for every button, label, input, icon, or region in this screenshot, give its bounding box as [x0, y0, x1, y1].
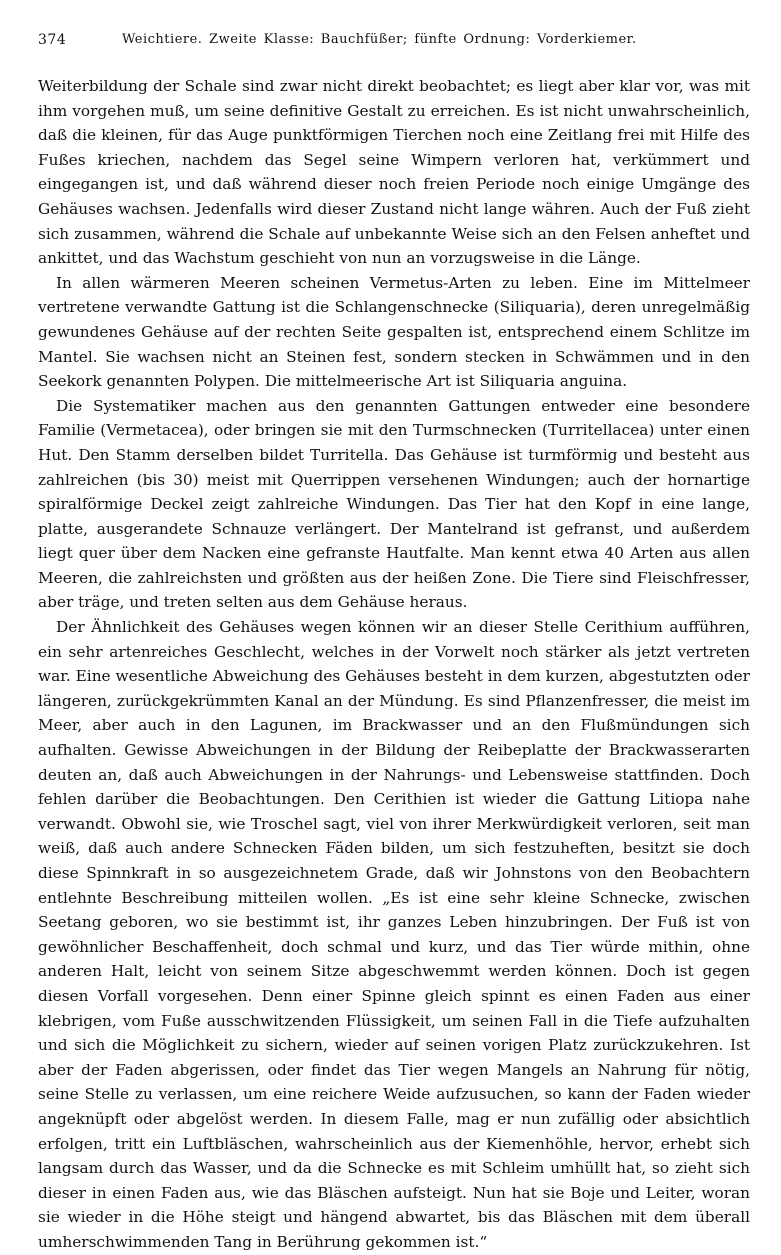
body-text	[38, 74, 750, 1255]
book-page	[38, 30, 750, 1255]
page-number: 374	[38, 32, 67, 48]
paragraph: In allen wärmeren Meeren scheinen Vermetus-Arten zu leben. Eine im Mittelmeer vertretene verwandte Gattung ist die Schlangenschnecke (Siliquaria), deren unregelmäßig gewundenes Gehäuse auf der rechten Seite gespalten ist, entsprechend einem Schlitze im Mantel. Sie wachsen nicht an Steinen fest, sondern stecken in Schwämmen und in den Seekork genannten Polypen. Die mittelmeerische Art ist Siliquaria anguina.	[38, 273, 750, 391]
page-header	[38, 30, 750, 54]
running-head: Weichtiere. Zweite Klasse: Bauchfüßer; fünfte Ordnung: Vorderkiemer.	[122, 32, 637, 47]
paragraph: Die Systematiker machen aus den genannten Gattungen entweder eine besondere Familie (Vermetacea), oder bringen sie mit den Turmschnecken (Turritellacea) unter einen Hut. Den Stamm derselben bildet Turritella. Das Gehäuse ist turmförmig und besteht aus zahlreichen (bis 30) meist mit Querrippen versehenen Windungen; auch der hornartige spiralförmige Deckel zeigt zahlreiche Windungen. Das Tier hat den Kopf in eine lange, platte, ausgerandete Schnauze verlängert. Der Mantelrand ist gefranst, und außerdem liegt quer über dem Nacken eine gefranste Hautfalte. Man kennt etwa 40 Arten aus allen Meeren, die zahlreichsten und größten aus der heißen Zone. Die Tiere sind Fleischfresser, aber träge, und treten selten aus dem Gehäuse heraus.	[38, 396, 750, 612]
paragraph: Weiterbildung der Schale sind zwar nicht direkt beobachtet; es liegt aber klar vor, was mit ihm vorgehen muß, um seine definitive Gestalt zu erreichen. Es ist nicht unwahrscheinlich, daß die kleinen, für das Auge punktförmigen Tierchen noch eine Zeitlang frei mit Hilfe des Fußes kriechen, nachdem das Segel seine Wimpern verloren hat, verkümmert und eingegangen ist, und daß während dieser noch freien Periode noch einige Umgänge des Gehäuses wachsen. Jedenfalls wird dieser Zustand nicht lange währen. Auch der Fuß zieht sich zusammen, während die Schale auf unbekannte Weise sich an den Felsen anheftet und ankittet, und das Wachstum geschieht von nun an vorzugsweise in die Länge.	[38, 77, 750, 268]
paragraph: Der Ähnlichkeit des Gehäuses wegen können wir an dieser Stelle Cerithium aufführen, ein sehr artenreiches Geschlecht, welches in der Vorwelt noch stärker als jetzt vertreten war. Eine wesentliche Abweichung des Gehäuses besteht in dem kurzen, abgestutzten oder längeren, zurückgekrümmten Kanal an der Mündung. Es sind Pflanzenfresser, die meist im Meer, aber auch in den Lagunen, im Brackwasser und an den Flußmündungen sich aufhalten. Gewisse Abweichungen in der Bildung der Reibeplatte der Brackwasserarten deuten an, daß auch Abweichungen in der Nahrungs- und Lebensweise stattfinden. Doch fehlen darüber die Beobachtungen. Den Cerithien ist wieder die Gattung Litiopa nahe verwandt. Obwohl sie, wie Troschel sagt, viel von ihrer Merkwürdigkeit verloren, seit man weiß, daß auch andere Schnecken Fäden bilden, um sich festzuheften, besitzt sie doch diese Spinnkraft in so ausgezeichnetem Grade, daß wir Johnstons von den Beobachtern entlehnte Beschreibung mitteilen wollen. „Es ist eine sehr kleine Schnecke, zwischen Seetang geboren, wo sie bestimmt ist, ihr ganzes Leben hinzubringen. Der Fuß ist von gewöhnlicher Beschaffenheit, doch schmal und kurz, und das Tier würde mithin, ohne anderen Halt, leicht von seinem Sitze abgeschwemmt werden können. Doch ist gegen diesen Vorfall vorgesehen. Denn einer Spinne gleich spinnt es einen Faden aus einer klebrigen, vom Fuße ausschwitzenden Flüssigkeit, um seinen Fall in die Tiefe aufzuhalten und sich die Möglichkeit zu sichern, wieder auf seinen vorigen Platz zurückzukehren. Ist aber der Faden abgerissen, oder findet das Tier wegen Mangels an Nahrung für nötig, seine Stelle zu verlassen, um eine reichere Weide aufzusuchen, so kann der Faden wieder angeknüpft oder abgelöst werden. In diesem Falle, mag er nun zufällig oder absichtlich erfolgen, tritt ein Luftbläschen, wahrscheinlich aus der Kiemenhöhle, hervor, erhebt sich langsam durch das Wasser, und da die Schnecke es mit Schleim umhüllt hat, so zieht sich dieser in einen Faden aus, wie das Bläschen aufsteigt. Nun hat sie Boje und Leiter, woran sie wieder in die Höhe steigt und hängend abwartet, bis das Bläschen mit dem überall umherschwimmenden Tang in Berührung gekommen ist.“	[38, 618, 750, 1251]
